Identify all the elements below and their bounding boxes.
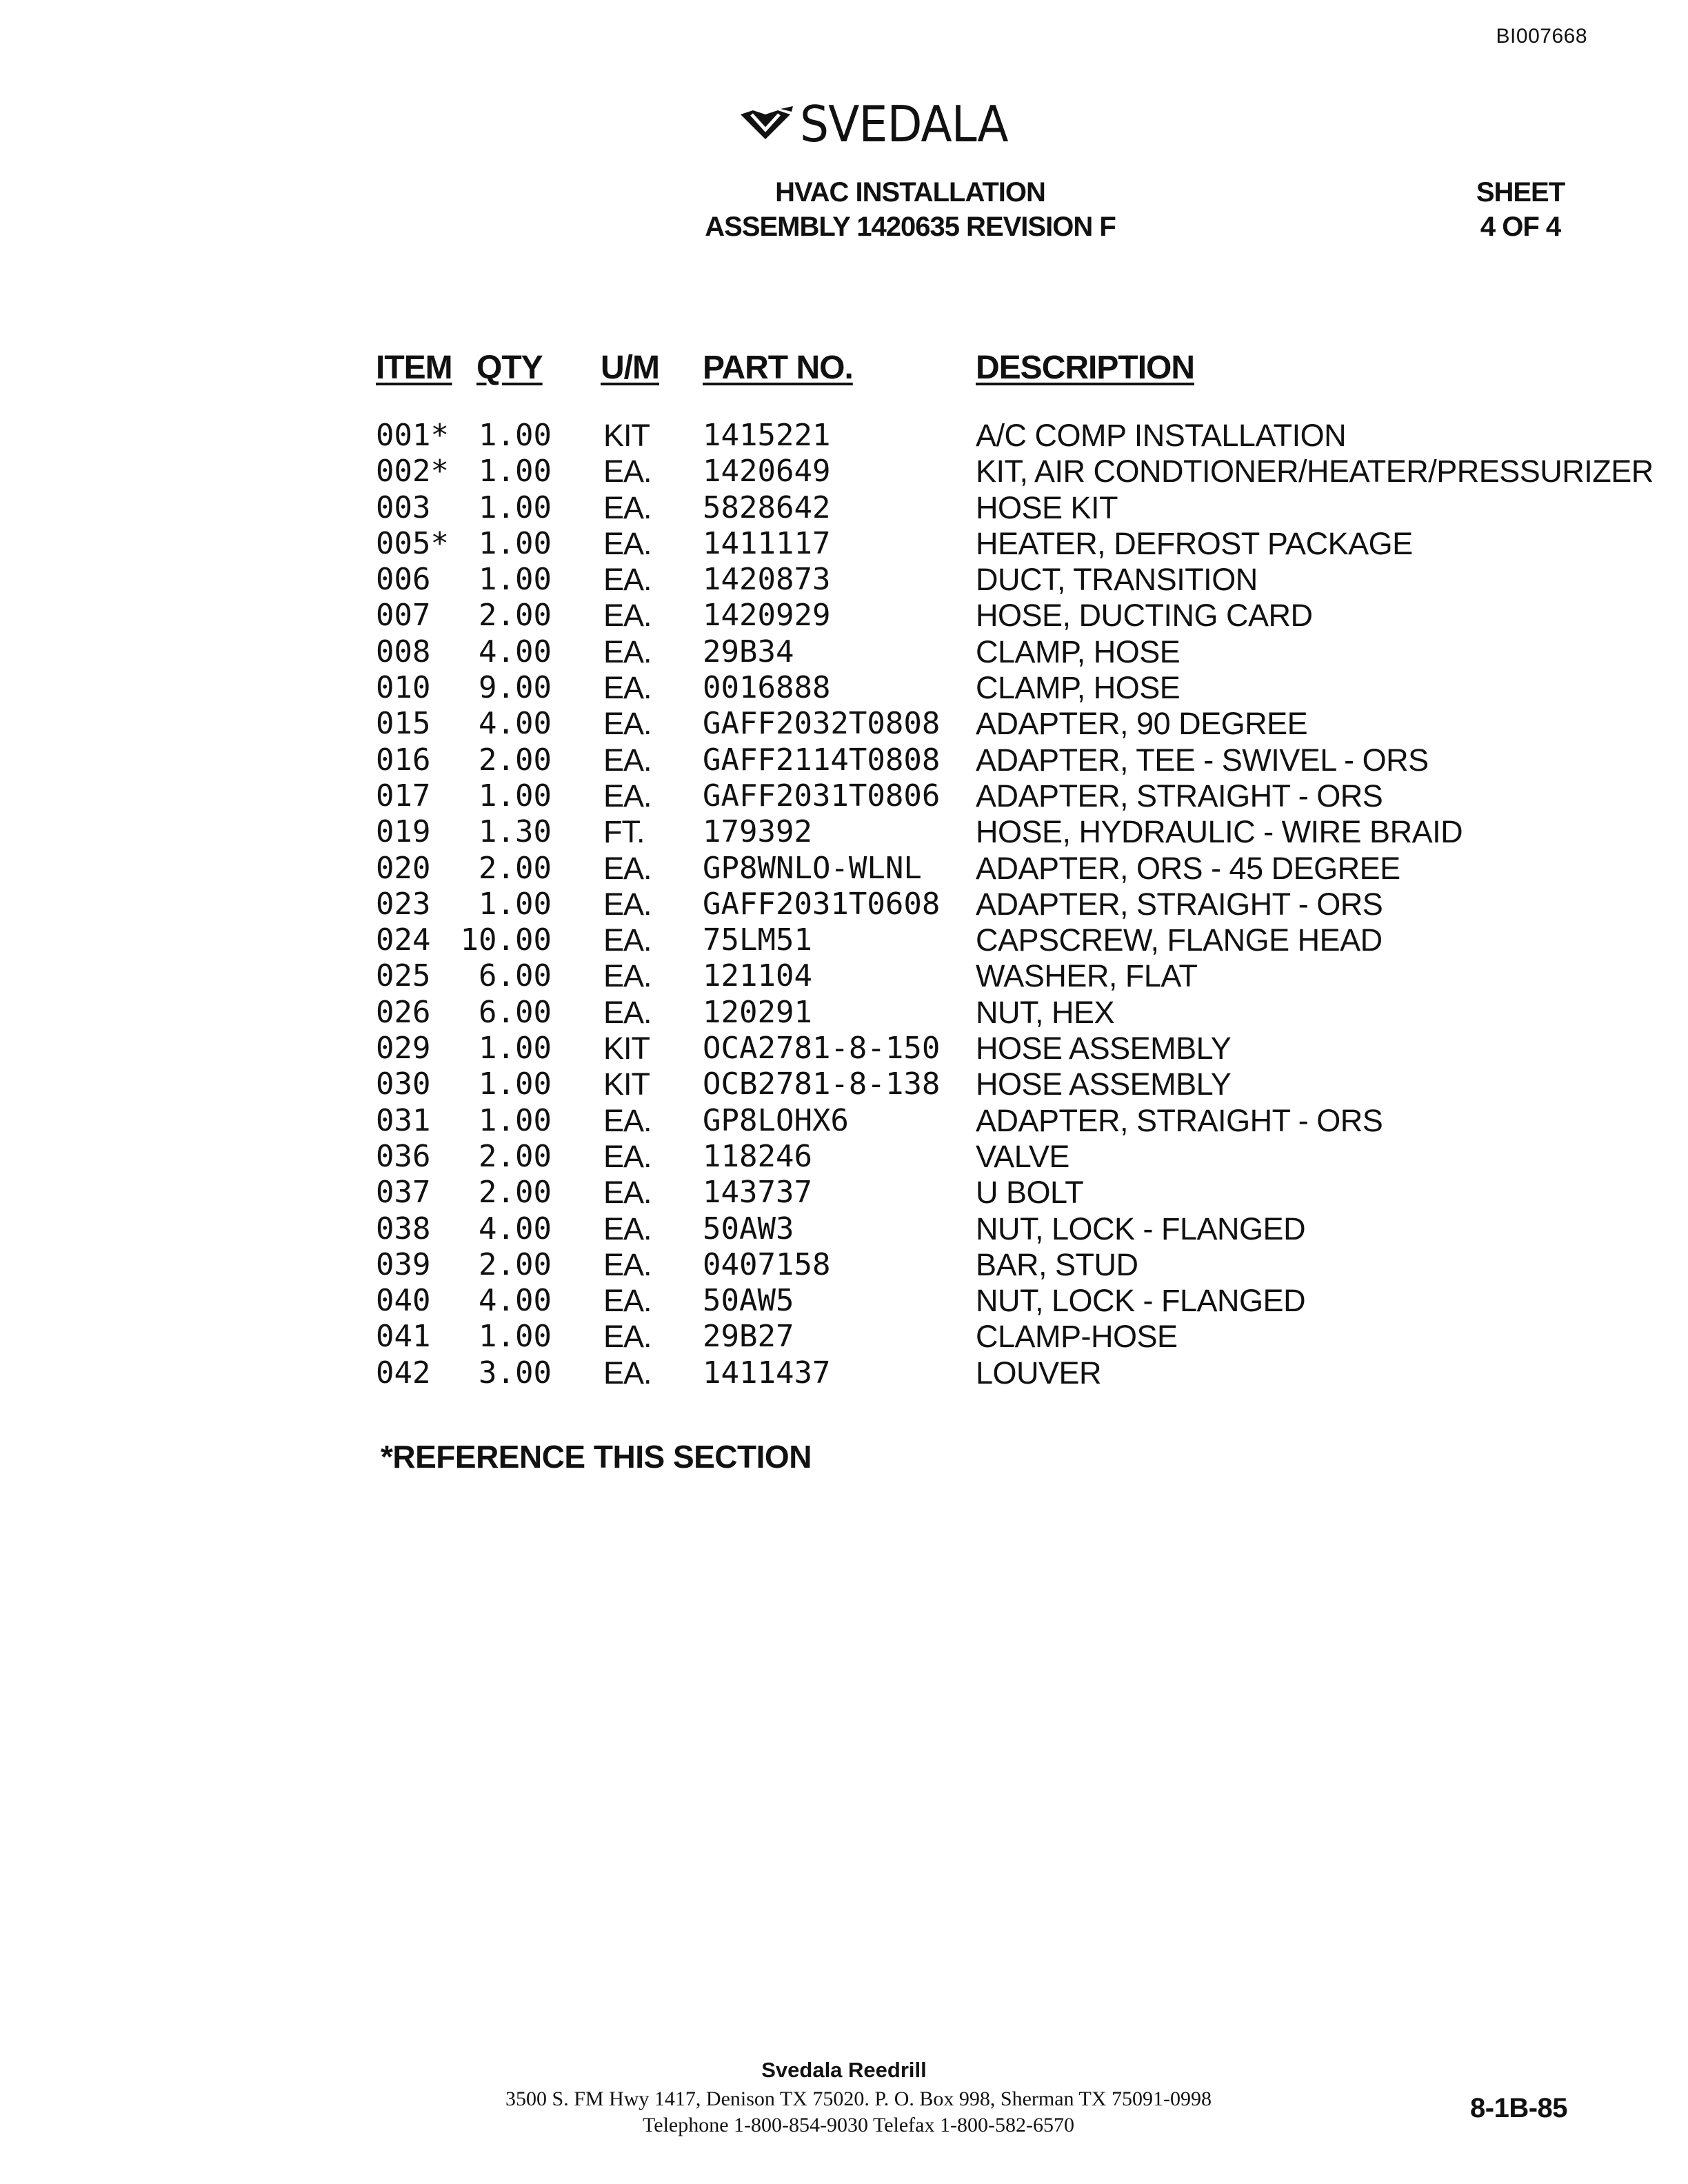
cell-qty: 3.00 (479, 1355, 552, 1391)
footer-address-line-1: 3500 S. FM Hwy 1417, Denison TX 75020. P. O. Box 998, Sherman TX 75091-0998 (505, 2087, 1212, 2110)
header-item: ITEM (376, 350, 452, 386)
cell-description: HOSE KIT (976, 489, 1118, 525)
table-row (376, 526, 1589, 562)
cell-qty: 10.00 (460, 922, 552, 958)
cell-description: DUCT, TRANSITION (976, 562, 1258, 598)
cell-description: ADAPTER, STRAIGHT - ORS (976, 1102, 1383, 1138)
cell-description: A/C COMP INSTALLATION (976, 418, 1347, 453)
table-row (376, 1283, 1589, 1319)
table-row (376, 1211, 1589, 1247)
cell-item: 029 (376, 1031, 431, 1066)
cell-description: ADAPTER, ORS - 45 DEGREE (976, 850, 1400, 886)
cell-part-no: GAFF2031T0806 (703, 778, 941, 813)
cell-part-no: 5828642 (703, 489, 831, 525)
cell-description: WASHER, FLAT (976, 958, 1198, 994)
cell-qty: 4.00 (479, 1283, 552, 1319)
cell-item: 002* (376, 454, 449, 489)
cell-um: EA. (603, 1102, 652, 1138)
table-row (376, 454, 1654, 489)
cell-part-no: 1411117 (703, 525, 831, 561)
cell-qty: 1.00 (479, 1031, 552, 1066)
cell-qty: 1.00 (479, 886, 552, 922)
cell-part-no: 1420873 (703, 562, 831, 598)
cell-part-no: 1411437 (703, 1355, 831, 1391)
reference-note: *REFERENCE THIS SECTION (381, 1439, 812, 1475)
header-qty: QTY (476, 350, 543, 386)
table-row (376, 851, 1589, 887)
logo-wordmark: SVEDALA (800, 95, 1008, 153)
table-row (376, 742, 1589, 778)
table-row (376, 634, 1589, 670)
cell-qty: 1.00 (479, 1319, 552, 1355)
cell-description: NUT, LOCK - FLANGED (976, 1211, 1306, 1246)
cell-item: 003 (376, 489, 431, 525)
cell-part-no: 179392 (703, 814, 812, 850)
cell-qty: 6.00 (479, 994, 552, 1030)
cell-item: 001* (376, 418, 449, 453)
cell-um: EA. (603, 1138, 652, 1174)
cell-um: EA. (603, 958, 652, 994)
cell-qty: 2.00 (479, 742, 552, 778)
cell-part-no: 143737 (703, 1175, 812, 1211)
cell-um: EA. (603, 1211, 652, 1246)
table-row (376, 1319, 1589, 1355)
table-body (376, 418, 1654, 1391)
cell-um: EA. (603, 1283, 652, 1319)
table-row (376, 922, 1589, 958)
cell-um: EA. (603, 886, 652, 922)
cell-part-no: GP8WNLO-WLNL (703, 850, 922, 886)
cell-qty: 1.30 (479, 814, 552, 850)
cell-item: 005* (376, 525, 449, 561)
cell-item: 007 (376, 598, 431, 634)
cell-part-no: 121104 (703, 958, 812, 994)
cell-part-no: 1415221 (703, 418, 831, 453)
cell-um: EA. (603, 1355, 652, 1391)
title-line-2: ASSEMBLY 1420635 REVISION F (705, 212, 1116, 242)
cell-description: ADAPTER, STRAIGHT - ORS (976, 886, 1383, 922)
cell-part-no: GP8LOHX6 (703, 1102, 849, 1138)
cell-item: 019 (376, 814, 431, 850)
cell-um: EA. (603, 670, 652, 706)
cell-qty: 2.00 (479, 1138, 552, 1174)
cell-um: EA. (603, 994, 652, 1030)
cell-item: 038 (376, 1211, 431, 1246)
cell-item: 040 (376, 1283, 431, 1319)
cell-qty: 1.00 (479, 778, 552, 813)
cell-part-no: 120291 (703, 994, 812, 1030)
cell-qty: 1.00 (479, 525, 552, 561)
cell-item: 015 (376, 706, 431, 742)
sheet-indicator (1462, 175, 1579, 244)
cell-qty: 4.00 (479, 1211, 552, 1246)
cell-um: KIT (603, 1066, 650, 1102)
cell-qty: 9.00 (479, 670, 552, 706)
table-row (376, 778, 1589, 814)
document-title (696, 175, 1124, 244)
cell-item: 041 (376, 1319, 431, 1355)
cell-description: HOSE ASSEMBLY (976, 1031, 1232, 1066)
cell-item: 036 (376, 1138, 431, 1174)
cell-um: FT. (603, 814, 645, 850)
cell-item: 020 (376, 850, 431, 886)
cell-item: 023 (376, 886, 431, 922)
table-row (376, 1175, 1589, 1211)
table-row (376, 1103, 1589, 1139)
cell-part-no: 50AW5 (703, 1283, 794, 1319)
cell-description: NUT, LOCK - FLANGED (976, 1283, 1306, 1319)
document-id: BI007668 (1496, 25, 1587, 48)
cell-description: U BOLT (976, 1175, 1084, 1211)
table-row (376, 958, 1589, 994)
cell-item: 037 (376, 1175, 431, 1211)
table-row (376, 1066, 1589, 1102)
cell-um: EA. (603, 1319, 652, 1355)
cell-um: KIT (603, 418, 650, 453)
table-row (376, 995, 1589, 1031)
header-description: DESCRIPTION (976, 350, 1195, 386)
cell-qty: 1.00 (479, 454, 552, 489)
cell-item: 010 (376, 670, 431, 706)
table-row (376, 814, 1589, 850)
cell-part-no: 1420649 (703, 454, 831, 489)
cell-qty: 1.00 (479, 562, 552, 598)
cell-part-no: OCA2781-8-150 (703, 1031, 941, 1066)
cell-item: 008 (376, 634, 431, 669)
cell-item: 042 (376, 1355, 431, 1391)
cell-part-no: GAFF2031T0608 (703, 886, 941, 922)
table-row (376, 490, 1589, 526)
cell-description: NUT, HEX (976, 994, 1115, 1030)
cell-um: EA. (603, 562, 652, 598)
cell-part-no: 29B34 (703, 634, 794, 669)
cell-um: EA. (603, 778, 652, 813)
cell-um: EA. (603, 850, 652, 886)
table-row (376, 1139, 1589, 1175)
cell-um: EA. (603, 525, 652, 561)
cell-description: BAR, STUD (976, 1246, 1138, 1282)
cell-item: 017 (376, 778, 431, 813)
table-row (376, 1031, 1589, 1066)
cell-qty: 1.00 (479, 1102, 552, 1138)
cell-part-no: 1420929 (703, 598, 831, 634)
cell-um: EA. (603, 922, 652, 958)
cell-part-no: 50AW3 (703, 1211, 794, 1246)
footer-address-line-2: Telephone 1-800-854-9030 Telefax 1-800-582-6570 (643, 2114, 1074, 2136)
cell-item: 006 (376, 562, 431, 598)
title-line-1: HVAC INSTALLATION (775, 177, 1045, 208)
table-row (376, 418, 1589, 454)
cell-qty: 2.00 (479, 1246, 552, 1282)
cell-qty: 2.00 (479, 1175, 552, 1211)
cell-um: EA. (603, 742, 652, 778)
cell-um: EA. (603, 1175, 652, 1211)
table-row (376, 887, 1589, 922)
cell-description: HEATER, DEFROST PACKAGE (976, 525, 1413, 561)
cell-description: KIT, AIR CONDTIONER/HEATER/PRESSURIZER (976, 454, 1654, 489)
cell-part-no: 75LM51 (703, 922, 812, 958)
cell-part-no: 29B27 (703, 1319, 794, 1355)
cell-part-no: GAFF2114T0808 (703, 742, 941, 778)
cell-qty: 1.00 (479, 418, 552, 453)
sheet-count: 4 OF 4 (1480, 212, 1561, 242)
cell-item: 031 (376, 1102, 431, 1138)
cell-description: ADAPTER, STRAIGHT - ORS (976, 778, 1383, 813)
sheet-label: SHEET (1476, 177, 1565, 208)
cell-qty: 1.00 (479, 489, 552, 525)
table-row (376, 562, 1589, 598)
cell-um: EA. (603, 598, 652, 634)
cell-item: 026 (376, 994, 431, 1030)
cell-qty: 4.00 (479, 706, 552, 742)
table-row (376, 670, 1589, 706)
table-row (376, 1247, 1589, 1283)
cell-um: EA. (603, 1246, 652, 1282)
header-um: U/M (601, 350, 659, 386)
cell-description: CLAMP, HOSE (976, 634, 1180, 669)
cell-description: HOSE, DUCTING CARD (976, 598, 1313, 634)
footer-address (441, 2086, 1276, 2138)
cell-um: EA. (603, 454, 652, 489)
cell-part-no: GAFF2032T0808 (703, 706, 941, 742)
cell-qty: 6.00 (479, 958, 552, 994)
cell-item: 016 (376, 742, 431, 778)
cell-description: ADAPTER, 90 DEGREE (976, 706, 1308, 742)
footer-company: Svedala Reedrill (761, 2058, 927, 2082)
svedala-diamond-icon (738, 105, 796, 143)
table-header (376, 349, 1589, 418)
cell-item: 030 (376, 1066, 431, 1102)
cell-description: VALVE (976, 1138, 1069, 1174)
cell-um: EA. (603, 634, 652, 669)
cell-item: 024 (376, 922, 431, 958)
page-number: 8-1B-85 (1470, 2093, 1568, 2123)
cell-description: HOSE ASSEMBLY (976, 1066, 1232, 1102)
table-row (376, 598, 1589, 634)
cell-description: LOUVER (976, 1355, 1102, 1391)
table-row (376, 1355, 1589, 1391)
cell-part-no: 0407158 (703, 1246, 831, 1282)
cell-part-no: 0016888 (703, 670, 831, 706)
cell-item: 039 (376, 1246, 431, 1282)
cell-description: HOSE, HYDRAULIC - WIRE BRAID (976, 814, 1463, 850)
svedala-logo (738, 97, 1026, 152)
cell-um: KIT (603, 1031, 650, 1066)
cell-description: CLAMP-HOSE (976, 1319, 1178, 1355)
cell-qty: 1.00 (479, 1066, 552, 1102)
header-part-no: PART NO. (703, 350, 853, 386)
parts-table (376, 349, 1654, 1391)
cell-part-no: OCB2781-8-138 (703, 1066, 941, 1102)
cell-qty: 4.00 (479, 634, 552, 669)
cell-um: EA. (603, 489, 652, 525)
cell-item: 025 (376, 958, 431, 994)
cell-qty: 2.00 (479, 850, 552, 886)
cell-um: EA. (603, 706, 652, 742)
cell-part-no: 118246 (703, 1138, 812, 1174)
table-row (376, 706, 1589, 742)
cell-description: CLAMP, HOSE (976, 670, 1180, 706)
cell-description: CAPSCREW, FLANGE HEAD (976, 922, 1383, 958)
cell-description: ADAPTER, TEE - SWIVEL - ORS (976, 742, 1429, 778)
cell-qty: 2.00 (479, 598, 552, 634)
